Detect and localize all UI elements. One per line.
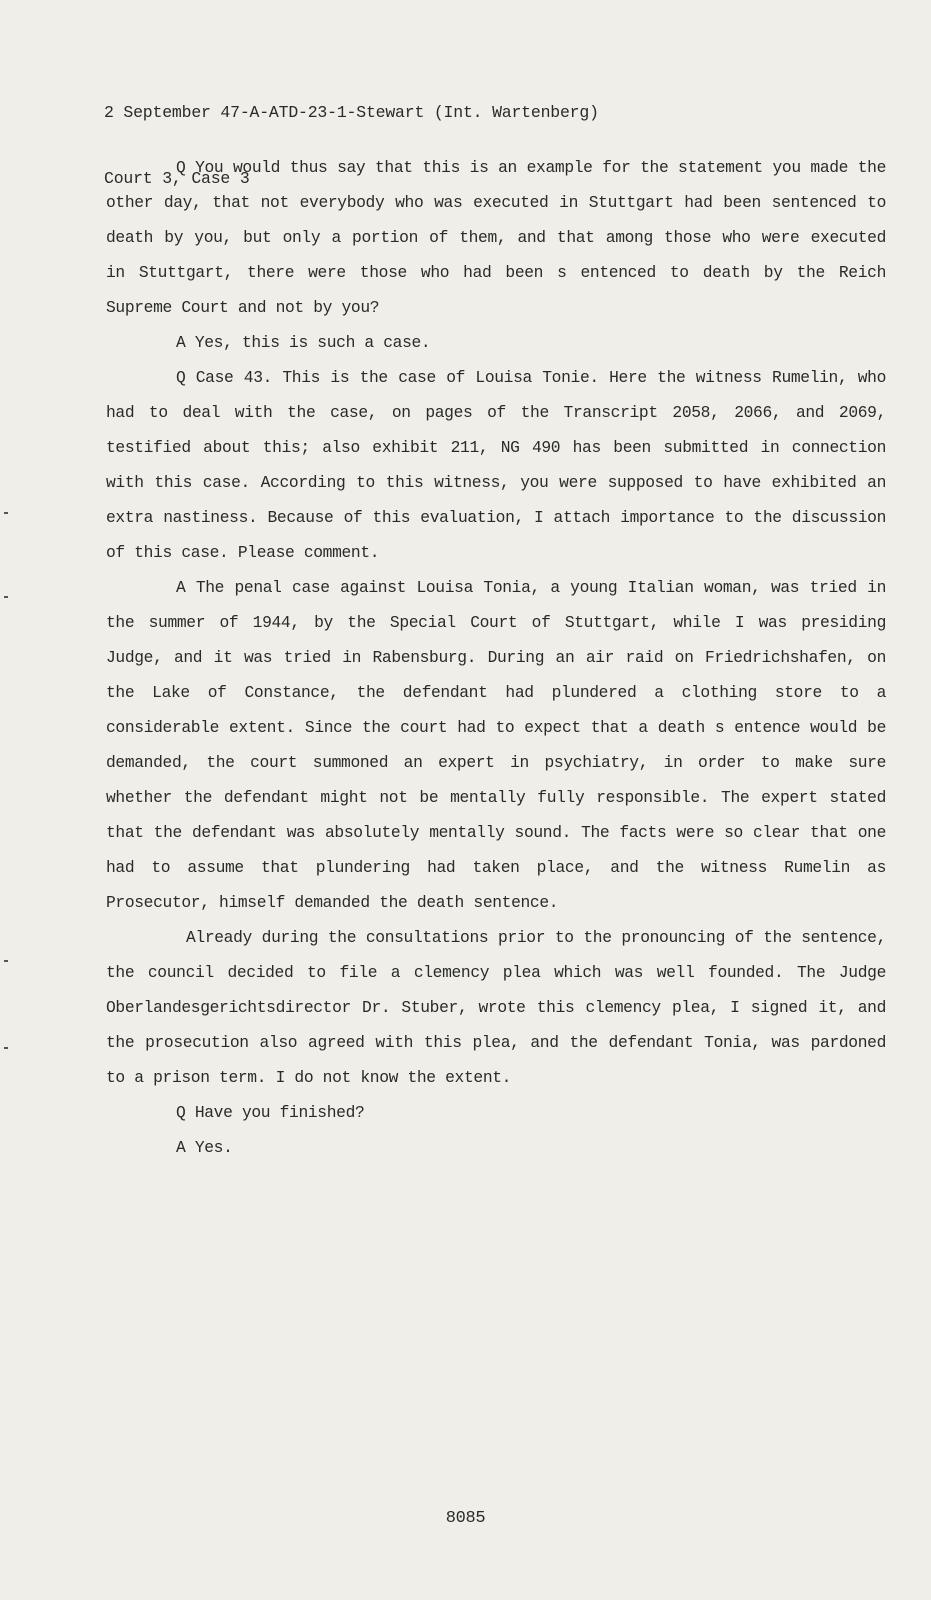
margin-mark	[4, 960, 8, 962]
margin-mark	[4, 596, 8, 598]
page-number: 8085	[445, 1509, 486, 1528]
answer-paragraph: A The penal case against Louisa Tonia, a young Italian woman, was tried in the summer of 1944, by the Special Court of Stuttgart, while I was presiding Judge, and it was tried in Rabensburg. During an air raid on Friedrichshafen, on the Lake of Constance, the defendant had plundered a clothing store to a considerable extent. Since the court had to expect that a death s entence would be demanded, the court summoned an expert in psychiatry, in order to make sure whether the defendant might not be mentally fully responsible. The expert stated that the defendant was absolutely mentally sound. The facts were so clear that one had to assume that plundering had taken place, and the witness Rumelin as Prosecutor, himself demanded the death sentence.	[106, 578, 886, 912]
answer-continuation-paragraph: Already during the consultations prior to the pronouncing of the sentence, the council decided to file a clemency plea which was well founded. The Judge Oberlandesgerichtsdirector Dr. Stuber, wrote this clemency plea, I signed it, and the prosecution also agreed with this plea, and the defendant Tonia, was pardoned to a prison term. I do not know the extent.	[106, 928, 886, 1087]
margin-mark	[4, 512, 8, 514]
transcript-body	[106, 150, 886, 1165]
question-paragraph: Q Case 43. This is the case of Louisa Tonie. Here the witness Rumelin, who had to deal with the case, on pages of the Transcript 2058, 2066, and 2069, testified about this; also exhibit 211, NG 490 has been submitted in connection with this case. According to this witness, you were supposed to have exhibited an extra nastiness. Because of this evaluation, I attach importance to the discussion of this case. Please comment.	[106, 368, 886, 562]
answer-paragraph: A Yes, this is such a case.	[176, 333, 431, 352]
question-paragraph: Q You would thus say that this is an example for the statement you made the other day, that not everybody who was executed in Stuttgart had been sentenced to death by you, but only a portion of them, and that among those who were executed in Stuttgart, there were those who had been s entenced to death by the Reich Supreme Court and not by you?	[106, 158, 886, 317]
header-line-2: Court 3, Case 3	[104, 169, 250, 188]
header-line-1: 2 September 47-A-ATD-23-1-Stewart (Int. Wartenberg)	[104, 103, 599, 122]
question-paragraph: Q Have you finished?	[176, 1103, 365, 1122]
margin-mark	[4, 1047, 8, 1049]
answer-paragraph: A Yes.	[176, 1138, 233, 1157]
